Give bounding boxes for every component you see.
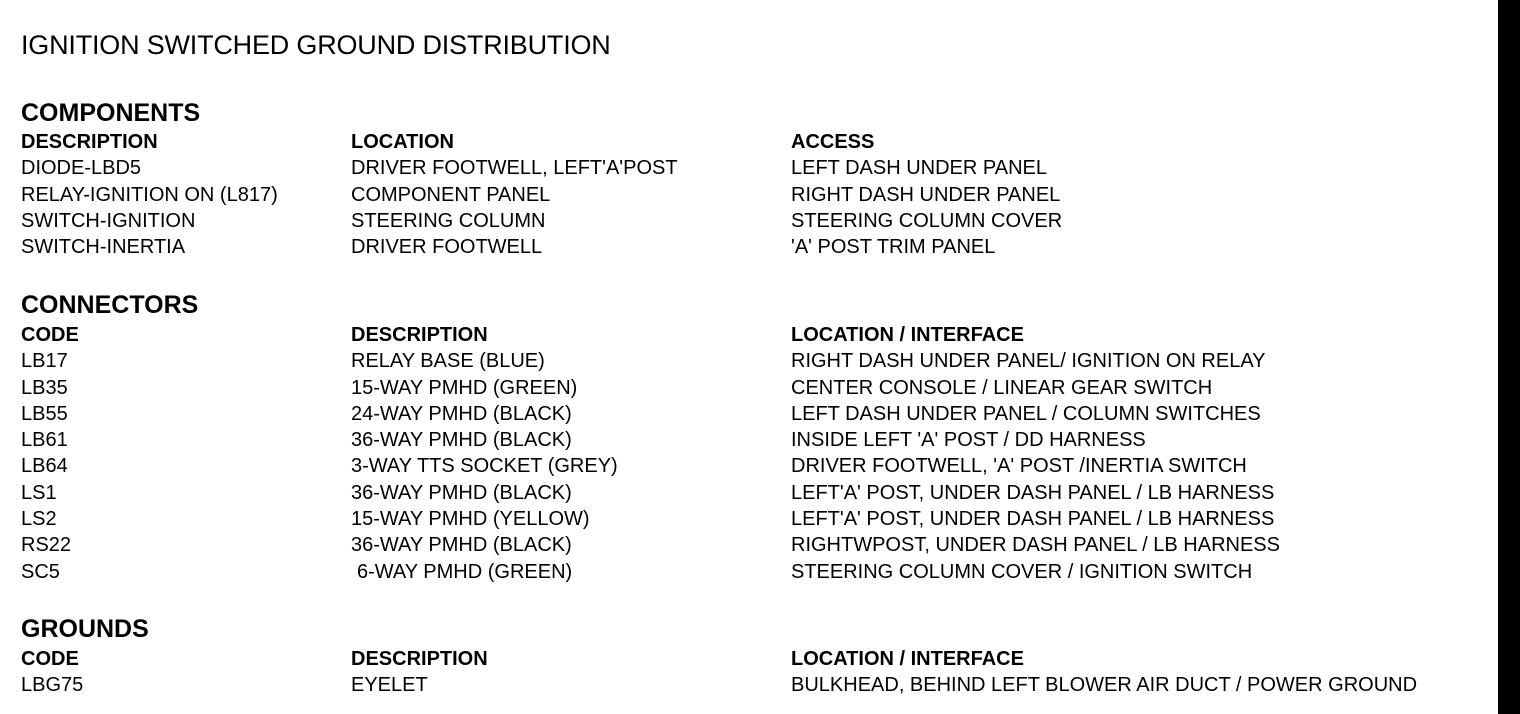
- component-location: STEERING COLUMN: [351, 209, 546, 232]
- column-header-description: DESCRIPTION: [351, 324, 488, 346]
- page-title: IGNITION SWITCHED GROUND DISTRIBUTION: [21, 30, 611, 60]
- table-row: [21, 532, 1491, 558]
- connector-description: 15-WAY PMHD (GREEN): [351, 376, 578, 399]
- grounds-heading: GROUNDS: [21, 615, 149, 643]
- connector-code: SC5: [21, 560, 60, 583]
- column-header-location-interface: LOCATION / INTERFACE: [791, 324, 1024, 346]
- column-header-code: CODE: [21, 648, 79, 670]
- table-row: [21, 234, 1491, 260]
- component-description: SWITCH-INERTIA: [21, 236, 186, 259]
- components-heading: COMPONENTS: [21, 99, 201, 127]
- grounds-header-row: [21, 646, 1491, 672]
- component-location: COMPONENT PANEL: [351, 183, 551, 206]
- table-row: [21, 672, 1491, 698]
- connector-code: RS22: [21, 534, 72, 557]
- component-location: DRIVER FOOTWELL, LEFT'A'POST: [351, 157, 678, 180]
- table-row: [21, 401, 1491, 427]
- table-row: [21, 208, 1491, 234]
- table-row: [21, 155, 1491, 181]
- connector-code: LB55: [21, 402, 68, 425]
- connector-code: LS1: [21, 481, 57, 504]
- connector-description: 15-WAY PMHD (YELLOW): [351, 508, 590, 531]
- grounds-table: [21, 646, 1491, 699]
- component-location: DRIVER FOOTWELL: [351, 236, 543, 259]
- connectors-header-row: [21, 322, 1491, 348]
- component-access: RIGHT DASH UNDER PANEL: [791, 183, 1061, 206]
- connector-location: LEFT'A' POST, UNDER DASH PANEL / LB HARNESS: [791, 508, 1275, 531]
- connector-description: 6-WAY PMHD (GREEN): [357, 560, 573, 583]
- connectors-heading: CONNECTORS: [21, 291, 199, 319]
- connector-description: 36-WAY PMHD (BLACK): [351, 429, 572, 452]
- components-table: [21, 129, 1491, 260]
- ground-location: BULKHEAD, BEHIND LEFT BLOWER AIR DUCT / POWER GROUND: [791, 674, 1418, 697]
- component-description: SWITCH-IGNITION: [21, 209, 196, 232]
- connector-location: DRIVER FOOTWELL, 'A' POST /INERTIA SWITCH: [791, 455, 1247, 478]
- table-row: [21, 348, 1491, 374]
- connector-code: LB17: [21, 350, 68, 373]
- table-row: [21, 480, 1491, 506]
- connector-location: LEFT'A' POST, UNDER DASH PANEL / LB HARNESS: [791, 481, 1275, 504]
- connector-code: LB64: [21, 455, 68, 478]
- column-header-code: CODE: [21, 324, 79, 346]
- connector-description: 36-WAY PMHD (BLACK): [351, 534, 572, 557]
- table-row: [21, 559, 1491, 585]
- component-description: DIODE-LBD5: [21, 157, 142, 180]
- connector-code: LS2: [21, 508, 57, 531]
- component-access: 'A' POST TRIM PANEL: [791, 236, 996, 259]
- ground-code: LBG75: [21, 674, 84, 697]
- component-access: LEFT DASH UNDER PANEL: [791, 157, 1047, 180]
- table-row: [21, 506, 1491, 532]
- connector-code: LB35: [21, 376, 68, 399]
- connector-description: 24-WAY PMHD (BLACK): [351, 402, 572, 425]
- connector-location: STEERING COLUMN COVER / IGNITION SWITCH: [791, 560, 1253, 583]
- connector-location: RIGHTWPOST, UNDER DASH PANEL / LB HARNESS: [791, 534, 1280, 557]
- right-edge-bar: [1498, 0, 1520, 714]
- connectors-table: [21, 322, 1491, 585]
- column-header-description: DESCRIPTION: [21, 131, 158, 153]
- connector-location: CENTER CONSOLE / LINEAR GEAR SWITCH: [791, 376, 1213, 399]
- column-header-location-interface: LOCATION / INTERFACE: [791, 648, 1024, 670]
- connector-description: RELAY BASE (BLUE): [351, 350, 545, 373]
- column-header-access: ACCESS: [791, 131, 875, 153]
- ground-description: EYELET: [351, 674, 428, 697]
- connector-location: LEFT DASH UNDER PANEL / COLUMN SWITCHES: [791, 402, 1261, 425]
- column-header-description: DESCRIPTION: [351, 648, 488, 670]
- table-row: [21, 375, 1491, 401]
- column-header-location: LOCATION: [351, 131, 454, 153]
- connector-code: LB61: [21, 429, 68, 452]
- component-access: STEERING COLUMN COVER: [791, 209, 1063, 232]
- table-row: [21, 182, 1491, 208]
- connector-description: 36-WAY PMHD (BLACK): [351, 481, 572, 504]
- connector-description: 3-WAY TTS SOCKET (GREY): [351, 455, 618, 478]
- component-description: RELAY-IGNITION ON (L817): [21, 183, 278, 206]
- connector-location: INSIDE LEFT 'A' POST / DD HARNESS: [791, 429, 1146, 452]
- connector-location: RIGHT DASH UNDER PANEL/ IGNITION ON RELAY: [791, 350, 1266, 373]
- components-header-row: [21, 129, 1491, 155]
- table-row: [21, 453, 1491, 479]
- table-row: [21, 427, 1491, 453]
